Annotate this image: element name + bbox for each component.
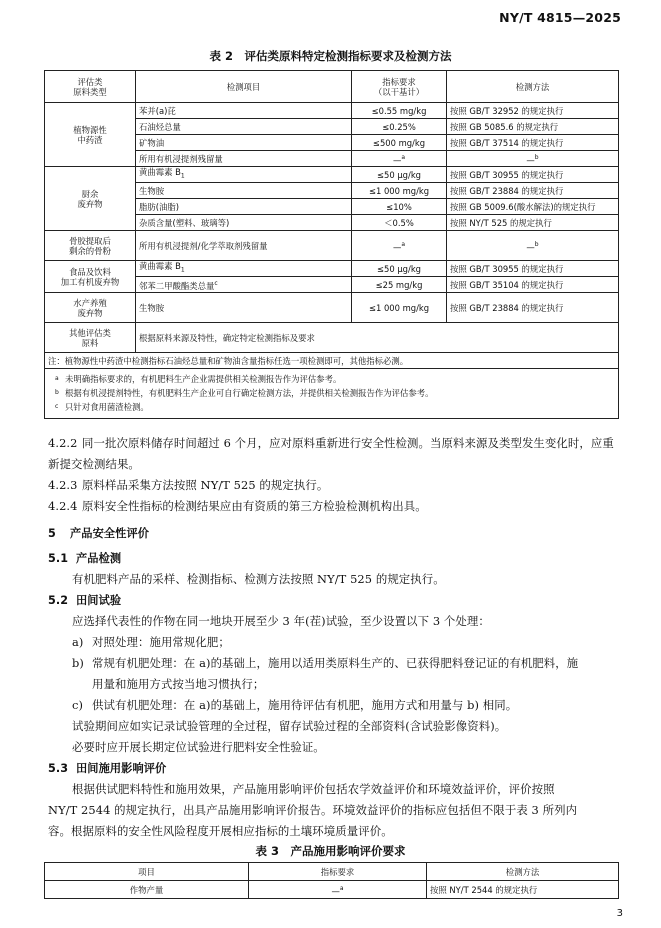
method: 按照 NY/T 2544 的规定执行 (427, 881, 619, 899)
requirement: ≤0.25% (352, 119, 447, 135)
list-item: a) 对照处理：施用常规化肥； (72, 635, 230, 649)
table2-caption: 表 2 评估类原料特定检测指标要求及检测方法 (209, 49, 452, 63)
test-item: 所用有机浸提剂残留量 (136, 151, 352, 167)
table-row (45, 261, 619, 277)
requirement: ≤0.55 mg/kg (352, 103, 447, 119)
body-text (48, 433, 622, 842)
test-item: 生物胺 (136, 293, 352, 323)
section-5-2-heading: 5.2 田间试验 (48, 594, 122, 607)
requirement: ＜0.5% (352, 215, 447, 231)
list-item: c) 供试有机肥处理：在 a)的基础上，施用待评估有机肥，施用方式和用量与 b) 相同。 (72, 698, 518, 712)
list-item: b) 常规有机肥处理：在 a)的基础上，施用以适用类原料生产的、已获得肥料登记证的有机肥料，施 (72, 656, 579, 670)
test-method: 按照 GB/T 23884 的规定执行 (447, 183, 619, 199)
table3-header-row (45, 863, 619, 881)
test-method: 按照 GB/T 30955 的规定执行 (447, 261, 619, 277)
clause-4-2-3: 4.2.3 原料样品采集方法按照 NY/T 525 的规定执行。 (48, 478, 329, 492)
section-5-3-text: NY/T 2544 的规定执行，出具产品施用影响评价报告。环境效益评价的指标应包括但不限于表 3 所列内 (48, 803, 578, 817)
test-item: 矿物油 (136, 135, 352, 151)
clause-4-2-4: 4.2.4 原料安全性指标的检测结果应由有资质的第三方检验检测机构出具。 (48, 499, 427, 513)
table-note: 注：植物源性中药渣中检测指标石油烃总量和矿物油含量指标任选一项检测即可，其他指标必测。 (45, 353, 619, 369)
requirement: —$^a$ (352, 231, 447, 261)
table2-header-row (45, 71, 619, 103)
test-method: —$^b$ (447, 231, 619, 261)
other-materials-note: 根据原料来源及特性，确定特定检测指标及要求 (136, 323, 619, 353)
requirement: ≤1 000 mg/kg (352, 293, 447, 323)
test-item: 杂质含量(塑料、玻璃等) (136, 215, 352, 231)
section-5-heading: 5 产品安全性评价 (48, 527, 150, 540)
table-footnotes-row (45, 369, 619, 419)
header-test-item: 检测项目 (136, 71, 352, 103)
material-type-cell: 食品及饮料 加工有机废弃物 (45, 261, 136, 293)
material-type-cell: 植物源性 中药渣 (45, 103, 136, 167)
table-row (45, 881, 619, 899)
requirement: —$^a$ (352, 151, 447, 167)
test-method: 按照 GB 5085.6 的规定执行 (447, 119, 619, 135)
footnote: c 只针对食用菌渣检测。 (55, 402, 149, 412)
test-method: 按照 GB/T 23884 的规定执行 (447, 293, 619, 323)
document-code: NY/T 4815—2025 (499, 10, 621, 25)
page-number: 3 (616, 908, 623, 919)
test-item: 黄曲霉素 $B_1$ (136, 261, 352, 277)
table3 (44, 862, 619, 899)
test-item: 黄曲霉素 $B_1$ (136, 167, 352, 183)
table-footnotes (45, 369, 619, 419)
section-5-1-heading: 5.1 产品检测 (48, 552, 122, 565)
table3-caption: 表 3 产品施用影响评价要求 (255, 844, 406, 858)
requirement: —$^a$ (249, 881, 427, 899)
section-5-2-paragraph: 必要时应开展长期定位试验进行肥料安全性验证。 (72, 740, 325, 754)
table-row (45, 231, 619, 261)
material-type-cell: 其他评估类 原料 (45, 323, 136, 353)
test-item: 石油烃总量 (136, 119, 352, 135)
clause-4-2-2: 4.2.2 同一批次原料储存时间超过 6 个月，应对原料重新进行安全性检测。当原料来源及类型发生变化时，应重新提交检测结果。 (48, 436, 614, 471)
test-method: 按照 GB/T 30955 的规定执行 (447, 167, 619, 183)
table-row (45, 167, 619, 183)
requirement: ≤50 μg/kg (352, 167, 447, 183)
footnote: b 根据有机浸提剂特性，有机肥料生产企业可自行确定检测方法，并提供相关检测报告作为评估参考。 (55, 388, 434, 398)
test-item: 邻苯二甲酸酯类总量$^c$ (136, 277, 352, 293)
material-type-cell: 水产养殖 废弃物 (45, 293, 136, 323)
section-5-1-text: 有机肥料产品的采样、检测指标、检测方法按照 NY/T 525 的规定执行。 (72, 572, 445, 586)
material-type-cell: 骨胶提取后 剩余的骨粉 (45, 231, 136, 261)
header-material-type: 评估类 原料类型 (45, 71, 136, 103)
material-type-cell: 厨余 废弃物 (45, 167, 136, 231)
requirement: ≤1 000 mg/kg (352, 183, 447, 199)
header-requirement: 指标要求 （以干基计） (352, 71, 447, 103)
header-requirement: 指标要求 (249, 863, 427, 881)
test-method: 按照 GB/T 37514 的规定执行 (447, 135, 619, 151)
header-item: 项目 (45, 863, 249, 881)
table-row (45, 293, 619, 323)
test-item: 生物胺 (136, 183, 352, 199)
test-method: 按照 GB/T 32952 的规定执行 (447, 103, 619, 119)
item: 作物产量 (45, 881, 249, 899)
test-method: 按照 GB/T 35104 的规定执行 (447, 277, 619, 293)
requirement: ≤25 mg/kg (352, 277, 447, 293)
section-5-3-heading: 5.3 田间施用影响评价 (48, 762, 167, 775)
section-5-2-intro: 应选择代表性的作物在同一地块开展至少 3 年(茬)试验，至少设置以下 3 个处理： (72, 614, 490, 628)
test-item: 脂肪(油脂) (136, 199, 352, 215)
table2 (44, 70, 619, 419)
requirement: ≤50 μg/kg (352, 261, 447, 277)
requirement: ≤10% (352, 199, 447, 215)
test-item: 所用有机浸提剂/化学萃取剂残留量 (136, 231, 352, 261)
list-item-continuation: 用量和施用方式按当地习惯执行； (92, 677, 265, 691)
table-row (45, 103, 619, 119)
footnote: a 未明确指标要求的，有机肥料生产企业需提供相关检测报告作为评估参考。 (55, 374, 342, 384)
requirement: ≤500 mg/kg (352, 135, 447, 151)
section-5-3-text: 根据供试肥料特性和施用效果，产品施用影响评价包括农学效益评价和环境效益评价，评价按照 (72, 782, 555, 796)
table-note-row (45, 353, 619, 369)
header-test-method: 检测方法 (447, 71, 619, 103)
test-method: —$^b$ (447, 151, 619, 167)
test-method: 按照 GB 5009.6(酸水解法)的规定执行 (447, 199, 619, 215)
table-row (45, 323, 619, 353)
section-5-3-text: 容。根据原料的安全性风险程度开展相应指标的土壤环境质量评价。 (48, 824, 393, 838)
test-method: 按照 NY/T 525 的规定执行 (447, 215, 619, 231)
section-5-2-paragraph: 试验期间应如实记录试验管理的全过程，留存试验过程的全部资料(含试验影像资料)。 (72, 719, 507, 733)
test-item: 苯并(a)芘 (136, 103, 352, 119)
header-method: 检测方法 (427, 863, 619, 881)
